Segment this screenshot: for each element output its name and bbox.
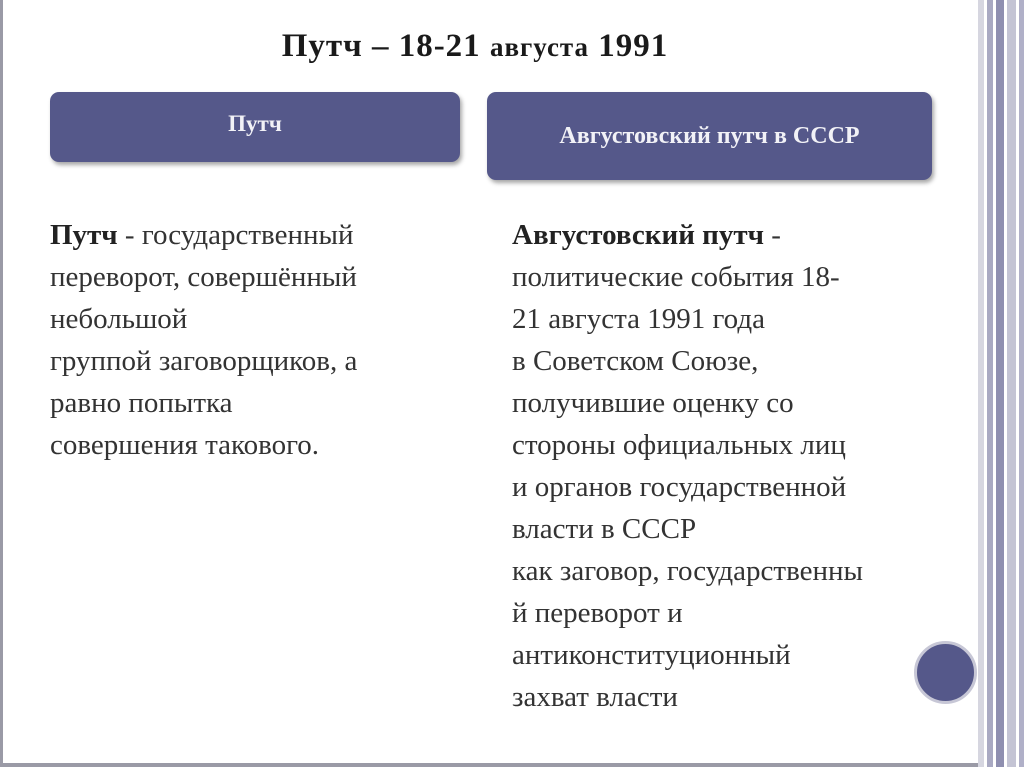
title-month: августа [489,32,590,62]
right-header-label: Августовский путч в СССР [559,122,860,149]
stripe [996,0,1004,767]
right-term: Августовский путч [512,219,764,251]
left-definition-text: - государственный переворот, совершённый небольшой группой заговорщиков, а равно попытка совершения такового. [50,219,358,461]
slide-frame-left [0,0,3,767]
slide-frame-bottom [0,763,1024,767]
circle-icon [914,641,977,704]
right-column-header [487,92,932,180]
left-column-header [50,92,460,162]
title-year: 1991 [589,28,669,64]
decorative-stripes [976,0,1024,767]
right-definition-text: - политические события 18- 21 августа 1991 года в Советском Союзе, получившие оценку со стороны официальных лиц и органов государственной власти в СССР как заговор, государственны й переворот и антиконституционный захват власти [512,219,864,713]
stripe [1019,0,1024,767]
left-definition [50,214,470,466]
slide-title [0,28,950,65]
left-term: Путч [50,219,118,251]
title-prefix: Путч – 18-21 [281,28,490,64]
left-header-label: Путч [228,111,282,136]
right-definition [512,214,942,718]
stripe [1007,0,1016,767]
